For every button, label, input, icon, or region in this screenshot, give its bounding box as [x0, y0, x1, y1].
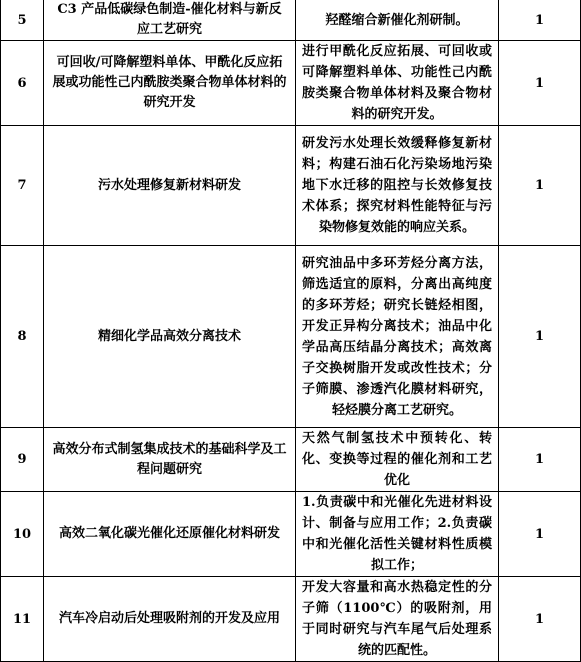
row-number: 8: [1, 246, 44, 428]
table-row: [1, 246, 581, 428]
research-title: 高效分布式制氢集成技术的基础科学及工程问题研究: [44, 428, 296, 492]
row-number: 6: [1, 41, 44, 126]
research-content: 进行甲酰化反应拓展、可回收或可降解塑料单体、功能性己内酰胺类聚合物单体材料及聚合物材料的研究开发。: [296, 41, 499, 126]
headcount: 1: [499, 126, 581, 246]
research-content: 开发大容量和高水热稳定性的分子筛（1100℃）的吸附剂，用于同时研究与汽车尾气后处理系统的匹配性。: [296, 577, 499, 662]
headcount: 1: [499, 577, 581, 662]
research-content: 羟醛缩合新催化剂研制。: [296, 0, 499, 41]
row-number: 10: [1, 492, 44, 577]
research-content: 研发污水处理长效缓释修复新材料；构建石油石化污染场地污染地下水迁移的阻控与长效修复技术体系；探究材料性能特征与污染物修复效能的响应关系。: [296, 126, 499, 246]
row-number: 5: [1, 0, 44, 41]
table-row: [1, 126, 581, 246]
row-number: 11: [1, 577, 44, 662]
table-row: [1, 0, 581, 41]
research-title: C3 产品低碳绿色制造-催化材料与新反应工艺研究: [44, 0, 296, 41]
table-row: [1, 492, 581, 577]
research-title: 可回收/可降解塑料单体、甲酰化反应拓展或功能性己内酰胺类聚合物单体材料的研究开发: [44, 41, 296, 126]
headcount: 1: [499, 246, 581, 428]
table-row: [1, 428, 581, 492]
research-content: 研究油品中多环芳烃分离方法，筛选适宜的原料，分离出高纯度的多环芳烃；研究长链烃相图，开发正异构分离技术；油品中化学品高压结晶分离技术；高效离子交换树脂开发或改性技术；分子筛膜、渗透汽化膜材料研究，轻烃膜分离工艺研究。: [296, 246, 499, 428]
research-content: 天然气制氢技术中预转化、转化、变换等过程的催化剂和工艺优化: [296, 428, 499, 492]
row-number: 7: [1, 126, 44, 246]
headcount: 1: [499, 428, 581, 492]
research-title: 高效二氧化碳光催化还原催化材料研发: [44, 492, 296, 577]
headcount: 1: [499, 41, 581, 126]
research-content: 1.负责碳中和光催化先进材料设计、制备与应用工作；2.负责碳中和光催化活性关键材料性质模拟工作；: [296, 492, 499, 577]
row-number: 9: [1, 428, 44, 492]
table-row: [1, 41, 581, 126]
research-title: 汽车冷启动后处理吸附剂的开发及应用: [44, 577, 296, 662]
headcount: 1: [499, 492, 581, 577]
research-title: 精细化学品高效分离技术: [44, 246, 296, 428]
research-title: 污水处理修复新材料研发: [44, 126, 296, 246]
table-row: [1, 577, 581, 662]
headcount: 1: [499, 0, 581, 41]
